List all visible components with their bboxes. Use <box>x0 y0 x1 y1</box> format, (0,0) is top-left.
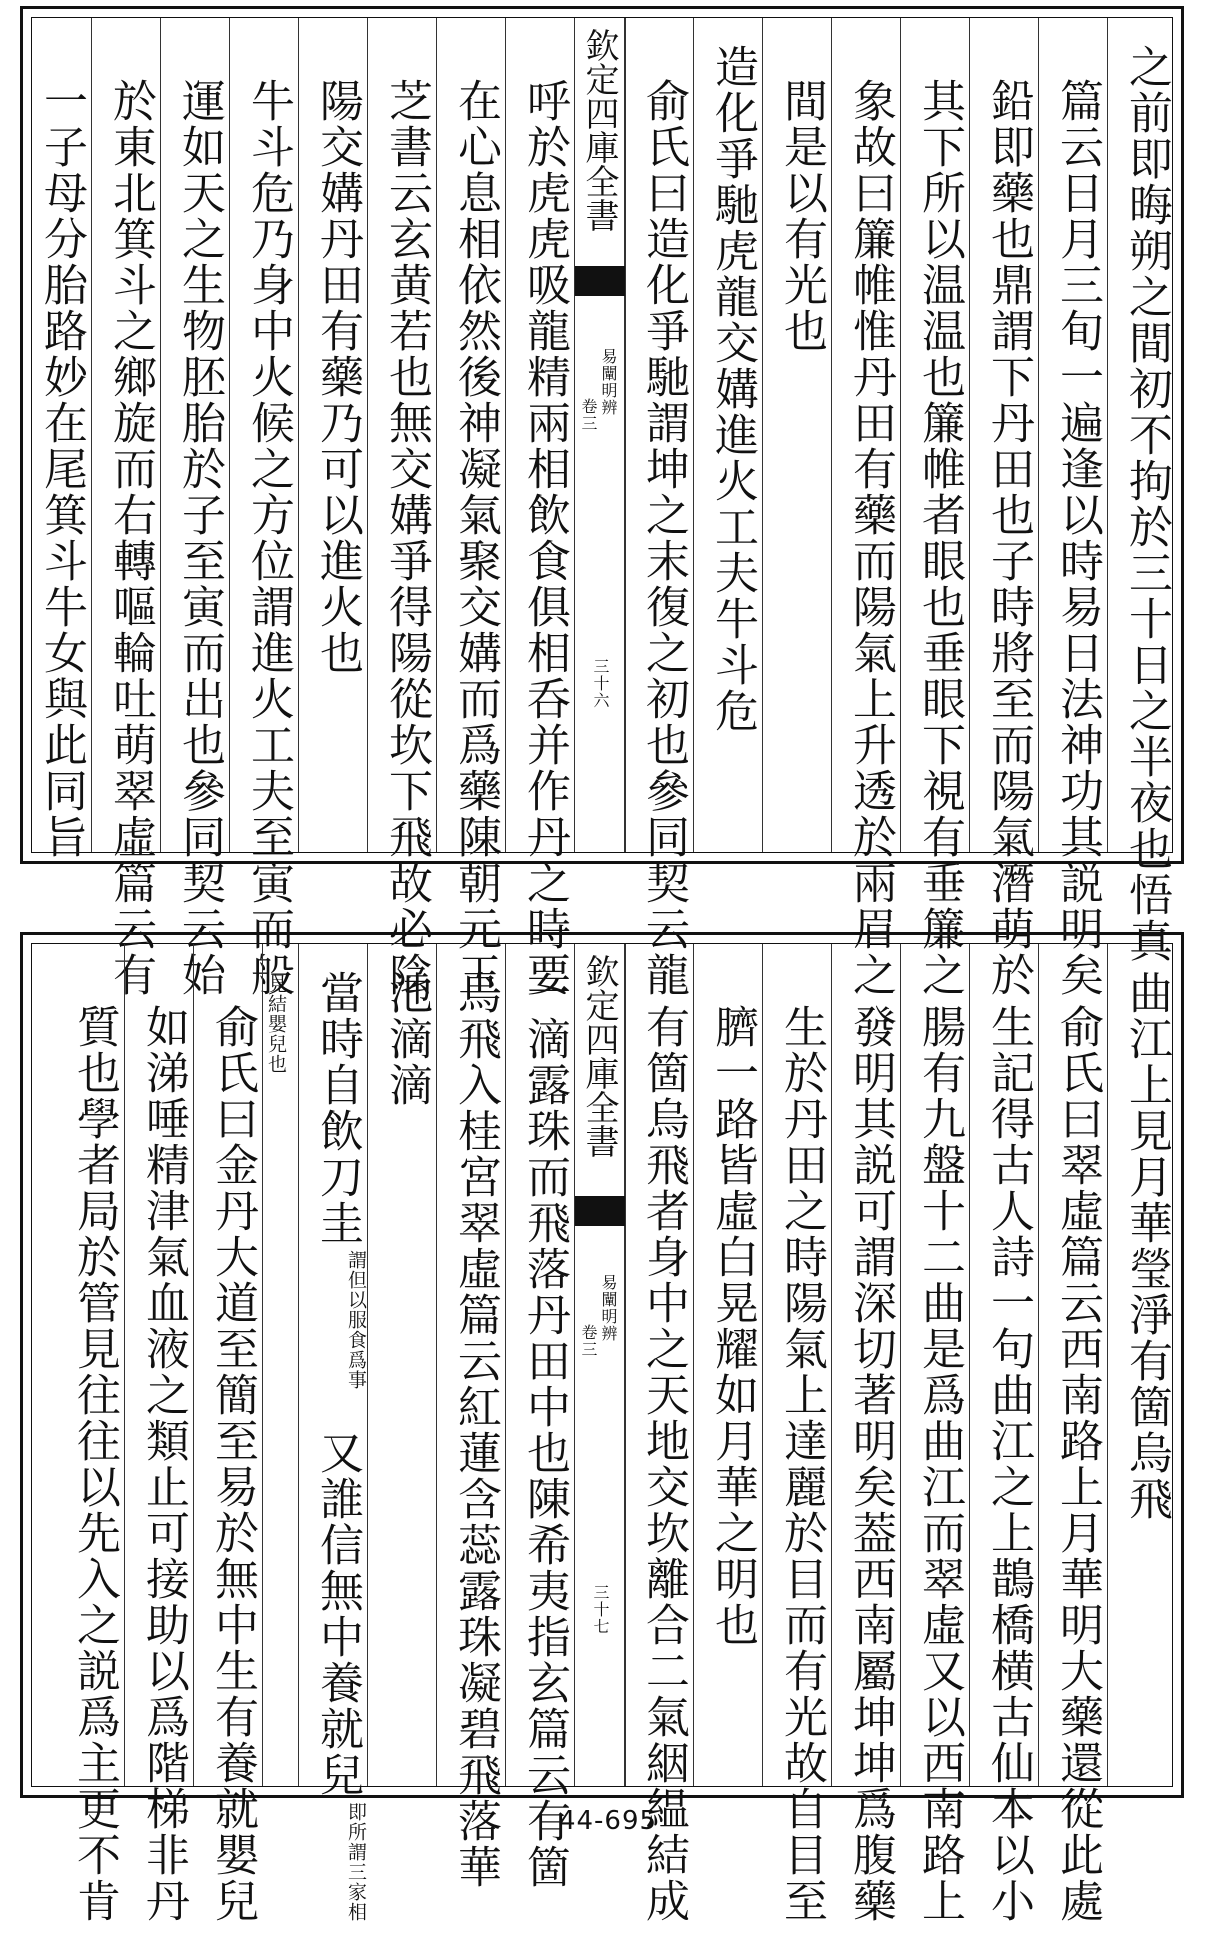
bottom-column-r3 <box>969 944 1038 1924</box>
text-column: 運如天之生物胚胎於子至寅而出也參同契云始 <box>174 78 225 998</box>
text-column: 一滴露珠而飛落丹田中也陳希夷指玄篇云有箇 <box>519 970 570 1890</box>
top-column-r8 <box>624 18 693 998</box>
bottom-column-l7 <box>124 944 193 1924</box>
bottom-column-r2 <box>1038 944 1107 1924</box>
text-column: 於東北箕斗之鄉旋而右轉嘔輪吐萌翠虛篇云有 <box>105 78 156 998</box>
text-column: 發明其説可謂深切著明矣葢西南屬坤坤爲腹藥 <box>845 1004 896 1924</box>
text-column: 之前即晦朔之間初不拘於三十日之半夜也悟真 <box>1121 44 1172 964</box>
top-spine <box>574 18 626 852</box>
spine-folio: 三十七 <box>591 1584 610 1635</box>
spine-book-name: 易闡明辨 <box>599 1274 618 1342</box>
spine-title: 欽定四庫全書 <box>579 954 619 1158</box>
bottom-column-l4 <box>298 944 367 1922</box>
main-text: 當時自飲刀圭 <box>312 970 363 1246</box>
text-column: 篇云日月三旬一遍逢以時易日法神功其説明矣 <box>1052 78 1103 998</box>
top-column-l2 <box>436 18 505 998</box>
top-column-r2 <box>1038 18 1107 998</box>
bottom-column-r7 <box>693 944 762 1786</box>
spine-title: 欽定四庫全書 <box>579 28 619 232</box>
top-column-l5 <box>229 18 298 998</box>
fishtail-mark <box>575 266 625 296</box>
spine-volume: 卷三 <box>579 398 598 432</box>
bottom-column-l8 <box>32 944 124 1924</box>
bottom-column-r4 <box>900 944 969 1924</box>
top-page-inner-border <box>31 17 1173 998</box>
top-column-l3 <box>367 18 436 998</box>
text-column: 象故曰簾帷惟丹田有藥而陽氣上升透於兩眉之 <box>845 78 896 998</box>
top-column-r5 <box>831 18 900 998</box>
bottom-column-r8 <box>624 944 693 1924</box>
top-column-r6 <box>762 18 831 852</box>
bottom-spine <box>574 944 626 1786</box>
text-column: 間是以有光也 <box>776 78 827 354</box>
main-text: 又誰信無中養就兒 <box>312 1430 363 1798</box>
top-column-r3 <box>969 18 1038 998</box>
bottom-column-l2 <box>436 944 505 1890</box>
top-column-l4 <box>298 18 367 852</box>
text-column: 一子母分胎路妙在尾箕斗牛女與此同旨 <box>36 78 87 860</box>
text-column <box>299 970 367 1952</box>
text-column: 腸有九盤十二曲是爲曲江而翠虛又以西南路上 <box>914 1004 965 1924</box>
annotation-note: 即所謂三家相 <box>345 1802 367 1922</box>
fishtail-mark <box>575 1196 625 1226</box>
text-column: 牛斗危乃身中火候之方位謂進火工夫至寅而般 <box>243 78 294 998</box>
bottom-column-r1 <box>1107 944 1176 1786</box>
bottom-column-r6 <box>762 944 831 1924</box>
text-column: 造化爭馳虎龍交媾進火工夫牛斗危 <box>707 44 758 734</box>
text-column: 其下所以温温也簾帷者眼也垂眼下視有垂簾之 <box>914 78 965 998</box>
top-column-r7 <box>693 18 762 852</box>
top-column-l8 <box>32 18 91 860</box>
text-column: 芝書云玄黄若也無交媾爭得陽從坎下飛故必陰 <box>381 78 432 998</box>
spine-folio: 三十六 <box>591 658 610 709</box>
text-column: 曲江上見月華瑩淨有箇烏飛 <box>1121 970 1172 1522</box>
text-column: 烏飛入桂宮翠虛篇云紅蓮含蕊露珠凝碧飛落華 <box>450 970 501 1890</box>
text-column: 陽交媾丹田有藥乃可以進火也 <box>312 78 363 676</box>
text-column: 生記得古人詩一句曲江之上鵲橋横古仙本以小 <box>983 1004 1034 1924</box>
spine-volume: 卷三 <box>579 1324 598 1358</box>
text-column: 俞氏曰造化爭馳謂坤之末復之初也參同契云龍 <box>638 78 689 998</box>
bottom-column-l6 <box>193 944 262 1924</box>
text-column: 池滴滴 <box>381 970 432 1108</box>
bottom-column-l1 <box>505 944 574 1890</box>
top-column-l1 <box>505 18 574 998</box>
text-column: 在心息相依然後神凝氣聚交媾而爲藥陳朝元玉 <box>450 78 501 998</box>
top-column-l6 <box>160 18 229 998</box>
top-page-frame <box>20 6 1184 998</box>
text-column: 有箇烏飛者身中之天地交坎離合二氣絪緼結成 <box>638 1004 689 1924</box>
top-column-r1 <box>1107 18 1176 964</box>
top-column-r4 <box>900 18 969 998</box>
annotation-note: 見結嬰兒也 <box>265 974 287 1074</box>
text-column: 質也學者局於管見往往以先入之説爲主更不肯 <box>69 1004 120 1924</box>
text-column: 俞氏曰金丹大道至簡至易於無中生有養就嬰兒 <box>207 1004 258 1924</box>
bottom-column-l5-note <box>262 944 298 1786</box>
text-column: 生於丹田之時陽氣上達麗於目而有光故自目至 <box>776 1004 827 1924</box>
bottom-column-l3 <box>367 944 436 1786</box>
top-column-l7 <box>91 18 160 998</box>
page-number: 44-695 <box>558 1806 658 1836</box>
text-column: 如涕唾精津氣血液之類止可接助以爲階梯非丹 <box>138 1004 189 1924</box>
bottom-column-r5 <box>831 944 900 1924</box>
annotation-note: 謂但以服食爲事 <box>345 1250 367 1390</box>
text-column: 鉛即藥也鼎謂下丹田也子時將至而陽氣潛萌於 <box>983 78 1034 998</box>
text-column: 俞氏曰翠虛篇云西南路上月華明大藥還從此處 <box>1052 1004 1103 1924</box>
text-column: 臍一路皆虛白晃耀如月華之明也 <box>707 1004 758 1648</box>
spine-book-name: 易闡明辨 <box>599 348 618 416</box>
text-column: 呼於虎虎吸龍精兩相飲食俱相呑并作丹之時要 <box>519 78 570 998</box>
